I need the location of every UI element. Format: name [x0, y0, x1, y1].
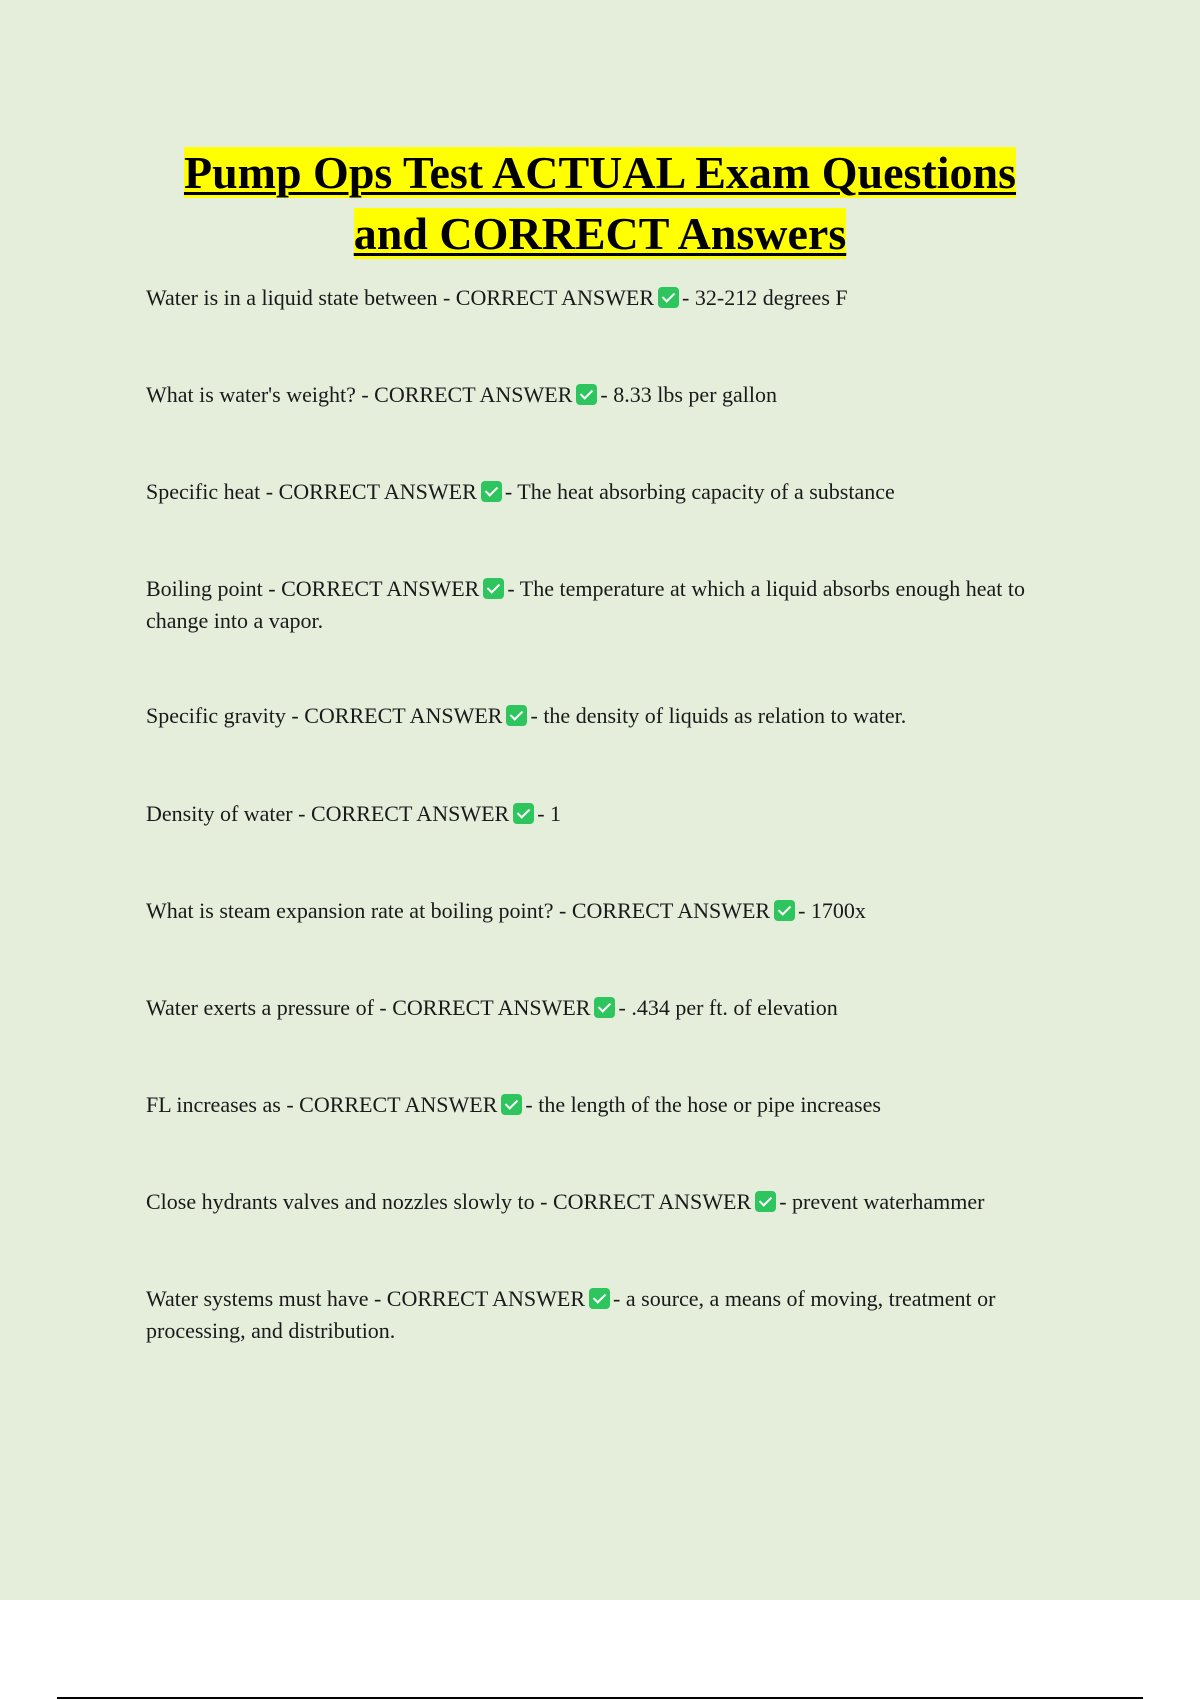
check-mark-icon — [774, 900, 795, 921]
answer-text: the length of the hose or pipe increases — [538, 1092, 881, 1117]
question-text: What is water's weight? — [146, 382, 356, 407]
answer-text: .434 per ft. of elevation — [631, 995, 838, 1020]
qa-item: Boiling point - CORRECT ANSWER - The temperature at which a liquid absorbs enough heat to change into a vapor. — [146, 576, 1025, 633]
question-text: Water systems must have — [146, 1286, 369, 1311]
answer-text: The heat absorbing capacity of a substance — [517, 479, 895, 504]
answer-text: a source, a means of moving, treatment or processing, and distribution. — [146, 1286, 996, 1343]
check-mark-icon — [589, 1288, 610, 1309]
correct-answer-marker: CORRECT ANSWER — [386, 1286, 586, 1311]
correct-answer-marker: CORRECT ANSWER — [552, 1189, 752, 1214]
check-mark-icon — [755, 1191, 776, 1212]
title-line-2: and CORRECT Answers — [353, 208, 847, 259]
question-text: What is steam expansion rate at boiling point? — [146, 898, 554, 923]
qa-item: Specific heat - CORRECT ANSWER - The heat absorbing capacity of a substance — [146, 479, 895, 504]
correct-answer-marker: CORRECT ANSWER — [392, 995, 591, 1020]
correct-answer-marker: CORRECT ANSWER — [310, 801, 510, 826]
question-text: Close hydrants valves and nozzles slowly to — [146, 1189, 535, 1214]
check-mark-icon — [506, 705, 527, 726]
correct-answer-marker: CORRECT ANSWER — [571, 898, 771, 923]
question-text: Specific gravity — [146, 703, 286, 728]
check-mark-icon — [483, 578, 504, 599]
qa-item: Close hydrants valves and nozzles slowly to - CORRECT ANSWER - prevent waterhammer — [146, 1189, 985, 1214]
document-title — [0, 142, 1200, 264]
correct-answer-marker: CORRECT ANSWER — [455, 285, 655, 310]
qa-item: What is water's weight? - CORRECT ANSWER - 8.33 lbs per gallon — [146, 382, 778, 407]
answer-text: prevent waterhammer — [792, 1189, 985, 1214]
check-mark-icon — [481, 481, 502, 502]
answer-text: 1700x — [810, 898, 866, 923]
check-mark-icon — [513, 803, 534, 824]
check-mark-icon — [658, 287, 679, 308]
qa-item: What is steam expansion rate at boiling point? - CORRECT ANSWER - 1700x — [146, 898, 866, 923]
footer-divider — [57, 1697, 1143, 1699]
correct-answer-marker: CORRECT ANSWER — [278, 479, 477, 504]
answer-text: The temperature at which a liquid absorbs enough heat to change into a vapor. — [146, 576, 1025, 633]
qa-item: Water exerts a pressure of - CORRECT ANSWER - .434 per ft. of elevation — [146, 995, 838, 1020]
question-text: Specific heat — [146, 479, 261, 504]
check-mark-icon — [594, 997, 615, 1018]
title-line-1: Pump Ops Test ACTUAL Exam Questions — [183, 147, 1017, 198]
qa-item: Density of water - CORRECT ANSWER - 1 — [146, 801, 562, 826]
check-mark-icon — [576, 384, 597, 405]
qa-item: Specific gravity - CORRECT ANSWER - the density of liquids as relation to water. — [146, 703, 907, 728]
qa-item: FL increases as - CORRECT ANSWER - the length of the hose or pipe increases — [146, 1092, 881, 1117]
answer-text: 1 — [550, 801, 562, 826]
correct-answer-marker: CORRECT ANSWER — [299, 1092, 498, 1117]
qa-item: Water is in a liquid state between - CORRECT ANSWER - 32-212 degrees F — [146, 285, 848, 310]
qa-item: Water systems must have - CORRECT ANSWER - a source, a means of moving, treatment or processing, and distribution. — [146, 1286, 996, 1343]
answer-text: 32-212 degrees F — [694, 285, 848, 310]
question-text: FL increases as — [146, 1092, 281, 1117]
question-text: Water is in a liquid state between — [146, 285, 438, 310]
correct-answer-marker: CORRECT ANSWER — [374, 382, 573, 407]
question-text: Water exerts a pressure of — [146, 995, 374, 1020]
answer-text: the density of liquids as relation to water. — [543, 703, 907, 728]
correct-answer-marker: CORRECT ANSWER — [304, 703, 503, 728]
question-text: Boiling point — [146, 576, 263, 601]
answer-text: 8.33 lbs per gallon — [613, 382, 778, 407]
question-text: Density of water — [146, 801, 293, 826]
check-mark-icon — [501, 1094, 522, 1115]
correct-answer-marker: CORRECT ANSWER — [281, 576, 480, 601]
